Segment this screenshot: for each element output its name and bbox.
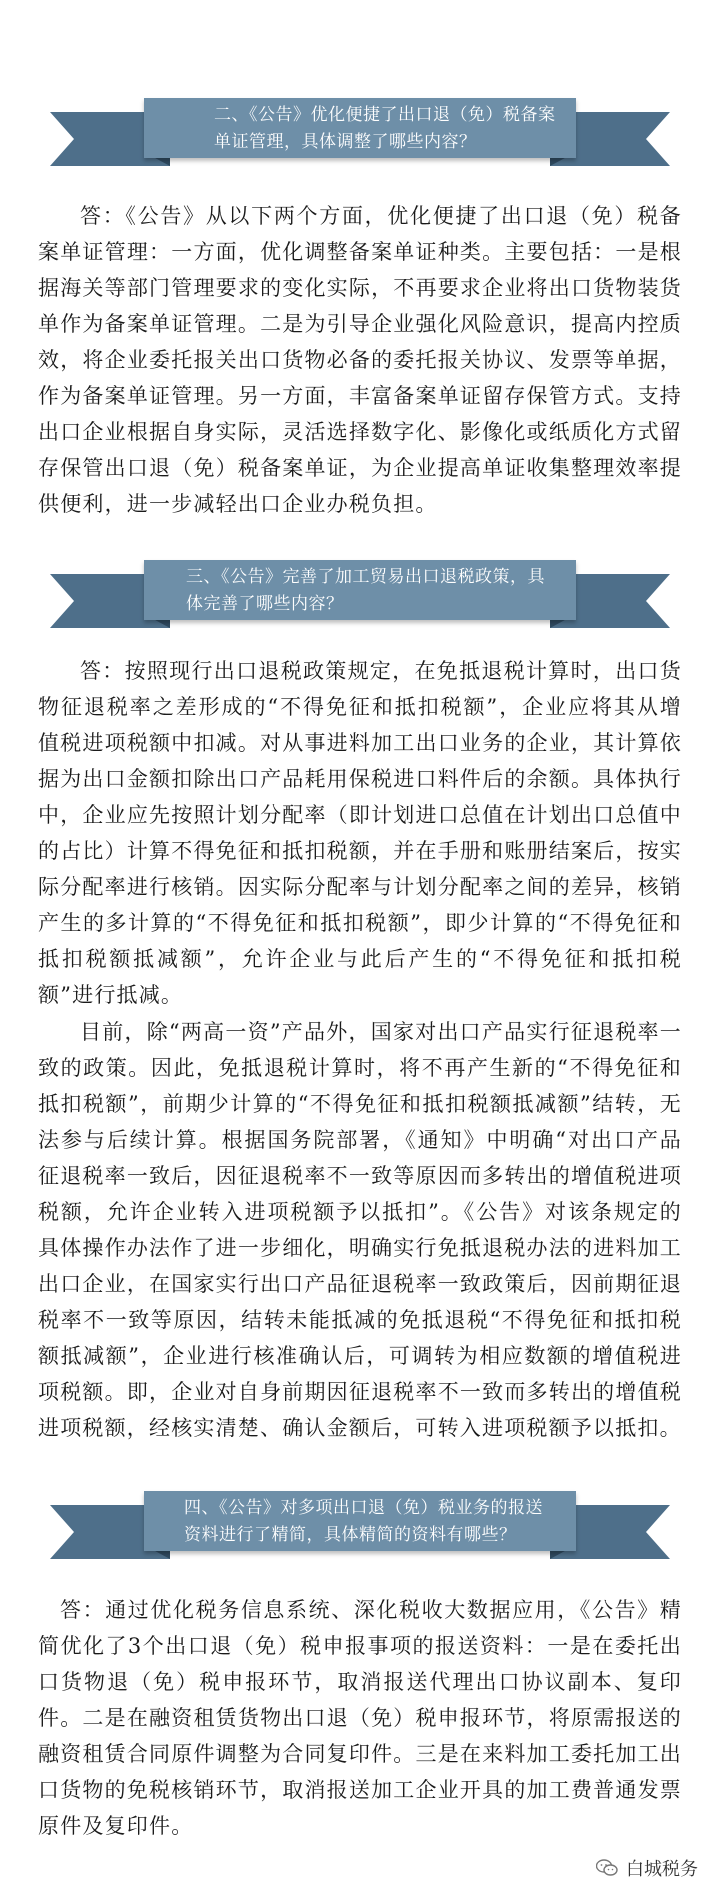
section-2-heading: 二、《公告》优化便捷了出口退（免）税备案单证管理，具体调整了哪些内容？ [144,98,576,158]
section-4-banner [60,1491,660,1565]
section-3-banner [60,560,660,634]
section-4-answer: 答：通过优化税务信息系统、深化税收大数据应用，《公告》精简优化了3个出口退（免）税申报事项的报送资料：一是在委托出口货物退（免）税申报环节，取消报送代理出口协议副本、复印件。二是在融资租赁货物出口退（免）税申报环节，将原需报送的融资租赁合同原件调整为合同复印件。三是在来料加工委托加工出口货物的免税核销环节，取消报送加工企业开具的加工费普通发票原件及复印件。 [38,1598,682,1838]
section-3-answer: 答：按照现行出口退税政策规定，在免抵退税计算时，出口货物征退税率之差形成的“不得免征和抵扣税额”，企业应将其从增值税进项税额中扣减。对从事进料加工出口业务的企业，其计算依据为出口金额扣除出口产品耗用保税进口料件后的余额。具体执行中，企业应先按照计划分配率（即计划进口总值在计划出口总值中的占比）计算不得免征和抵扣税额，并在手册和账册结案后，按实际分配率进行核销。因实际分配率与计划分配率之间的差异，核销产生的多计算的“不得免征和抵扣税额”，即少计算的“不得免征和抵扣税额抵减额”，允许企业与此后产生的“不得免征和抵扣税额”进行抵减。 [38,659,682,1007]
section-4-heading: 四、《公告》对多项出口退（免）税业务的报送资料进行了精简，具体精简的资料有哪些？ [144,1491,576,1551]
watermark [596,1855,698,1881]
wechat-icon [596,1859,618,1877]
section-2-answer: 答：《公告》从以下两个方面，优化便捷了出口退（免）税备案单证管理：一方面，优化调整备案单证种类。主要包括：一是根据海关等部门管理要求的变化实际，不再要求企业将出口货物装货单作为备案单证管理。二是为引导企业强化风险意识，提高内控质效，将企业委托报关出口货物必备的委托报关协议、发票等单据，作为备案单证管理。另一方面，丰富备案单证留存保管方式。支持出口企业根据自身实际，灵活选择数字化、影像化或纸质化方式留存保管出口退（免）税备案单证，为企业提高单证收集整理效率提供便利，进一步减轻出口企业办税负担。 [38,204,682,516]
section-2-banner [60,98,660,172]
watermark-text: 白城税务 [626,1859,698,1880]
section-3-paragraph-2: 目前，除“两高一资”产品外，国家对出口产品实行征退税率一致的政策。因此，免抵退税计算时，将不再产生新的“不得免征和抵扣税额”，前期少计算的“不得免征和抵扣税额抵减额”结转，无法参与后续计算。根据国务院部署，《通知》中明确“对出口产品征退税率一致后，因征退税率不一致等原因而多转出的增值税进项税额，允许企业转入进项税额予以抵扣”。《公告》对该条规定的具体操作办法作了进一步细化，明确实行免抵退税办法的进料加工出口企业，在国家实行出口产品征退税率一致政策后，因前期征退税率不一致等原因，结转未能抵减的免抵退税“不得免征和抵扣税额抵减额”，企业进行核准确认后，可调转为相应数额的增值税进项税额。即，企业对自身前期因征退税率不一致而多转出的增值税进项税额，经核实清楚、确认金额后，可转入进项税额予以抵扣。 [38,1020,682,1440]
section-3-heading: 三、《公告》完善了加工贸易出口退税政策，具体完善了哪些内容？ [144,560,576,620]
